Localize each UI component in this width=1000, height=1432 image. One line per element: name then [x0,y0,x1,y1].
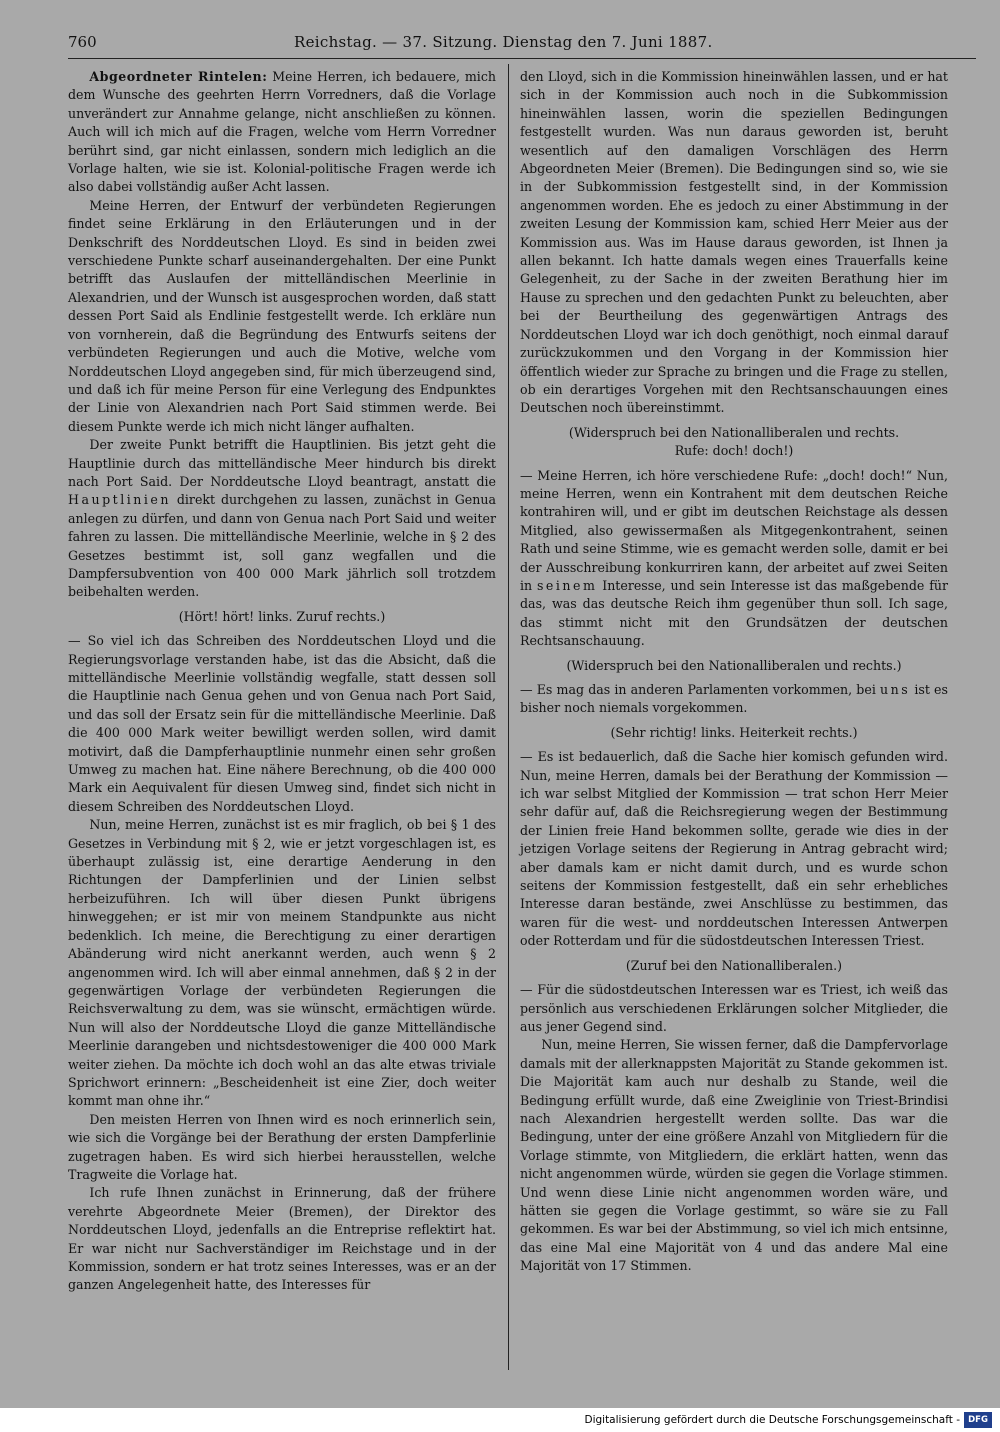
paragraph: Der zweite Punkt betrifft die Hauptlinien. Bis jetzt geht die Hauptlinie durch das mittelländische Meer hindurch bis direkt nach Port Said. Der Norddeutsche Lloyd beantragt, anstatt die Hauptlinien direkt durchgehen zu lassen, zunächst in Genua anlegen zu dürfen, und dann von Genua nach Port Said und weiter fahren zu lassen. Die mittelländische Meerlinie, welche in § 2 des Gesetzes bestimmt ist, soll ganz wegfallen und die Dampfersubvention von 400 000 Mark jährlich soll trotzdem beibehalten werden. [68,437,496,600]
column-divider [508,64,509,1370]
paragraph: — So viel ich das Schreiben des Norddeutschen Lloyd und die Regierungsvorlage verstanden habe, ist das die Absicht, daß die mittelländische Meerlinie vollständig wegfalle, statt dessen soll die Hauptlinie nach Genua gehen und von Genua nach Port Said, und das soll der Ersatz sein für die mittelländische Meerlinie. Daß die 400 000 Mark weiter bewilligt werden sollen, wird damit motivirt, daß die Dampferhauptlinie nunmehr einen sehr großen Umweg zu machen hat. Eine nähere Berechnung, ob die 400 000 Mark ein Aequivalent für diesen Umweg sind, findet sich nicht in diesem Schreiben des Norddeutschen Lloyd. [68,633,496,814]
funding-note: Digitalisierung gefördert durch die Deutsche Forschungsgemeinschaft - [584,1414,960,1426]
paragraph: — Es ist bedauerlich, daß die Sache hier komisch gefunden wird. Nun, meine Herren, damals bei der Berathung der Kommission — ich war selbst Mitglied der Kommission — trat schon Herr Meier sehr dafür auf, daß die Reichsregierung wegen der Bestimmung der Linien freie Hand bekommen sollte, gerade wie dies in der jetzigen Vorlage seitens der Regierung in Antrag gebracht wird; aber damals kam er nicht damit durch, und es wurde schon seitens der Kommission festgestellt, daß ein sehr erhebliches Interesse daran bestände, zwei Anschlüsse zu bestimmen, das waren für die west- und norddeutschen Interessen Antwerpen oder Rotterdam und für die südostdeutschen Interessen Triest. [520,749,948,949]
footer-bar [0,1408,1000,1432]
right-column [520,68,948,1276]
emphasis-spaced: Hauptlinien [68,492,171,508]
header-rule [68,58,976,59]
stage-direction: (Sehr richtig! links. Heiterkeit rechts.) [610,724,858,740]
paragraph: Abgeordneter Rintelen: Meine Herren, ich bedauere, mich dem Wunsche des geehrten Herrn Vorredners, daß die Vorlage unverändert zur Annahme gelange, nicht anschließen zu können. Auch will ich mich auf die Fragen, welche vom Herrn Vorredner berührt sind, gar nicht einlassen, sondern mich lediglich an die Vorlage halten, wie sie ist. Kolonial-politische Fragen werde ich also dabei vollständig außer Acht lassen. [68,69,496,195]
left-column [68,68,496,1295]
paragraph: — Es mag das in anderen Parlamenten vorkommen, bei uns ist es bisher noch niemals vorgekommen. [520,682,948,716]
speaker-name: Abgeordneter Rintelen: [89,69,268,84]
paragraph: Ich rufe Ihnen zunächst in Erinnerung, daß der frühere verehrte Abgeordnete Meier (Bremen), der Direktor des Norddeutschen Lloyd, jedenfalls an die Entreprise reflektirt hat. Er war nicht nur Sachverständiger im Reichstage und in der Kommission, sondern er hat trotz seines Interesses, was er an der ganzen Angelegenheit hatte, des Interesses für [68,1185,496,1293]
dfg-logo-icon: DFG [964,1412,992,1428]
paragraph: den Lloyd, sich in die Kommission hineinwählen lassen, und er hat sich in der Kommission auch noch in die Subkommission hineinwählen lassen, worin die speziellen Bedingungen festgestellt wurden. Was nun daraus geworden ist, beruht wesentlich auf den damaligen Vorschlägen des Herrn Abgeordneten Meier (Bremen). Die Bedingungen sind so, wie sie in der Subkommission festgestellt sind, in der Kommission angenommen worden. Ehe es jedoch zu einer Abstimmung in der zweiten Lesung der Kommission kam, schied Herr Meier aus der Kommission aus. Was im Hause daraus geworden, ist Ihnen ja allen bekannt. Ich hatte damals wegen eines Trauerfalls keine Gelegenheit, zu der Sache in der zweiten Berathung hier im Hause zu sprechen und den gedachten Punkt zu beleuchten, aber bei der Beurtheilung des gegenwärtigen Antrags des Norddeutschen Lloyd war ich doch genöthigt, noch einmal darauf zurückzukommen und den Vorgang in der Kommission hier öffentlich wieder zur Sprache zu bringen und die Frage zu stellen, ob ein derartiges Vorgehen mit den Rechtsanschauungen eines Deutschen noch übereinstimmt. [520,69,948,416]
page-number: 760 [68,33,97,51]
emphasis-spaced: seinem [536,577,598,593]
paragraph: Meine Herren, der Entwurf der verbündeten Regierungen findet seine Erklärung in den Erläuterungen und in der Denkschrift des Norddeutschen Lloyd. Es sind in beiden zwei verschiedene Punkte scharf auseinandergehalten. Der eine Punkt betrifft das Auslaufen der mittelländischen Meerlinie in Alexandrien, und der Wunsch ist ausgesprochen worden, daß statt dessen Port Said als Endlinie festgestellt werde. Ich erkläre nun von vornherein, daß die Begründung des Entwurfs seitens der verbündeten Regierungen und auch die Motive, welche vom Norddeutschen Lloyd angegeben sind, für mich überzeugend sind, und daß ich für meine Person für eine Verlegung des Endpunktes der Linie von Alexandrien nach Port Said stimmen werde. Bei diesem Punkte werde ich mich nicht länger aufhalten. [68,197,496,434]
paragraph: — Für die südostdeutschen Interessen war es Triest, ich weiß das persönlich aus verschiedenen Erklärungen solcher Mitglieder, die aus jener Gegend sind. [520,982,948,1034]
paragraph: Nun, meine Herren, zunächst ist es mir fraglich, ob bei § 1 des Gesetzes in Verbindung mit § 2, wie er jetzt vorgeschlagen ist, es überhaupt zulässig ist, eine derartige Aenderung in den Richtungen der Dampferlinien und der Linien selbst herbeizuführen. Ich will über diesen Punkt übrigens hinweggehen; er ist mir von meinem Standpunkte aus nicht bedenklich. Ich meine, die Berechtigung zu einer derartigen Abänderung wird nicht anerkannt werden, auch wenn § 2 angenommen wird. Ich will aber einmal annehmen, daß § 2 in der gegenwärtigen Vorlage der verbündeten Regierungen die Reichsverwaltung zu dem, was sie wünscht, ermächtigen würde. Nun will also der Norddeutsche Lloyd die ganze Mittelländische Meerlinie darangeben und nichtsdestoweniger die 400 000 Mark weiter ziehen. Da möchte ich doch wohl an das alte etwas triviale Sprichwort erinnern: „Bescheidenheit ist eine Zier, doch weiter kommt man ohne ihr.“ [68,817,496,1109]
paragraph: Den meisten Herren von Ihnen wird es noch erinnerlich sein, wie sich die Vorgänge bei der Berathung der ersten Dampferlinie zugetragen haben. Es wird sich hierbei herausstellen, welche Tragweite die Vorlage hat. [68,1111,496,1182]
stage-direction: (Widerspruch bei den Nationalliberalen und rechts. Rufe: doch! doch!) [568,424,900,459]
paragraph: Nun, meine Herren, Sie wissen ferner, daß die Dampfervorlage damals mit der allerknappsten Majorität zu Stande gekommen ist. Die Majorität kam auch nur deshalb zu Stande, weil die Bedingung erfüllt wurde, daß eine Zweiglinie von Triest-Brindisi nach Alexandrien hergestellt werden sollte. Das war die Bedingung, unter der eine größere Anzahl von Mitgliedern für die Vorlage stimmte, von Mitgliedern, die erklärt hatten, wenn das nicht angenommen würde, würden sie gegen die Vorlage stimmen. Und wenn diese Linie nicht angenommen worden wäre, und hätten sie gegen die Vorlage gestimmt, so wäre sie zu Fall gekommen. Es war bei der Abstimmung, so viel ich mich entsinne, das eine Mal eine Majorität von 4 und das andere Mal eine Majorität von 17 Stimmen. [520,1037,948,1274]
emphasis-spaced: uns [880,682,911,697]
page-header [68,30,976,54]
paragraph: — Meine Herren, ich höre verschiedene Rufe: „doch! doch!“ Nun, meine Herren, wenn ein Kontrahent mit dem deutschen Reiche kontrahiren will, und er gibt im deutschen Reichstage als dessen Mitglied, also gewissermaßen als Mitgegenkontrahent, seinen Rath und seine Stimme, wie es gemacht werden solle, damit er bei der Ausschreibung konkurriren kann, der arbeitet auf zwei Seiten in seinem Interesse, und sein Interesse ist das maßgebende für das, was das deutsche Reich ihm gegenüber thun soll. Ich sage, das stimmt nicht mit den Grundsätzen der deutschen Rechtsanschauung. [520,467,948,649]
stage-direction: (Hört! hört! links. Zuruf rechts.) [178,608,386,624]
running-title: Reichstag. — 37. Sitzung. Dienstag den 7. Juni 1887. [294,33,713,51]
stage-direction: (Widerspruch bei den Nationalliberalen und rechts.) [566,657,902,673]
stage-direction: (Zuruf bei den Nationalliberalen.) [625,957,843,973]
